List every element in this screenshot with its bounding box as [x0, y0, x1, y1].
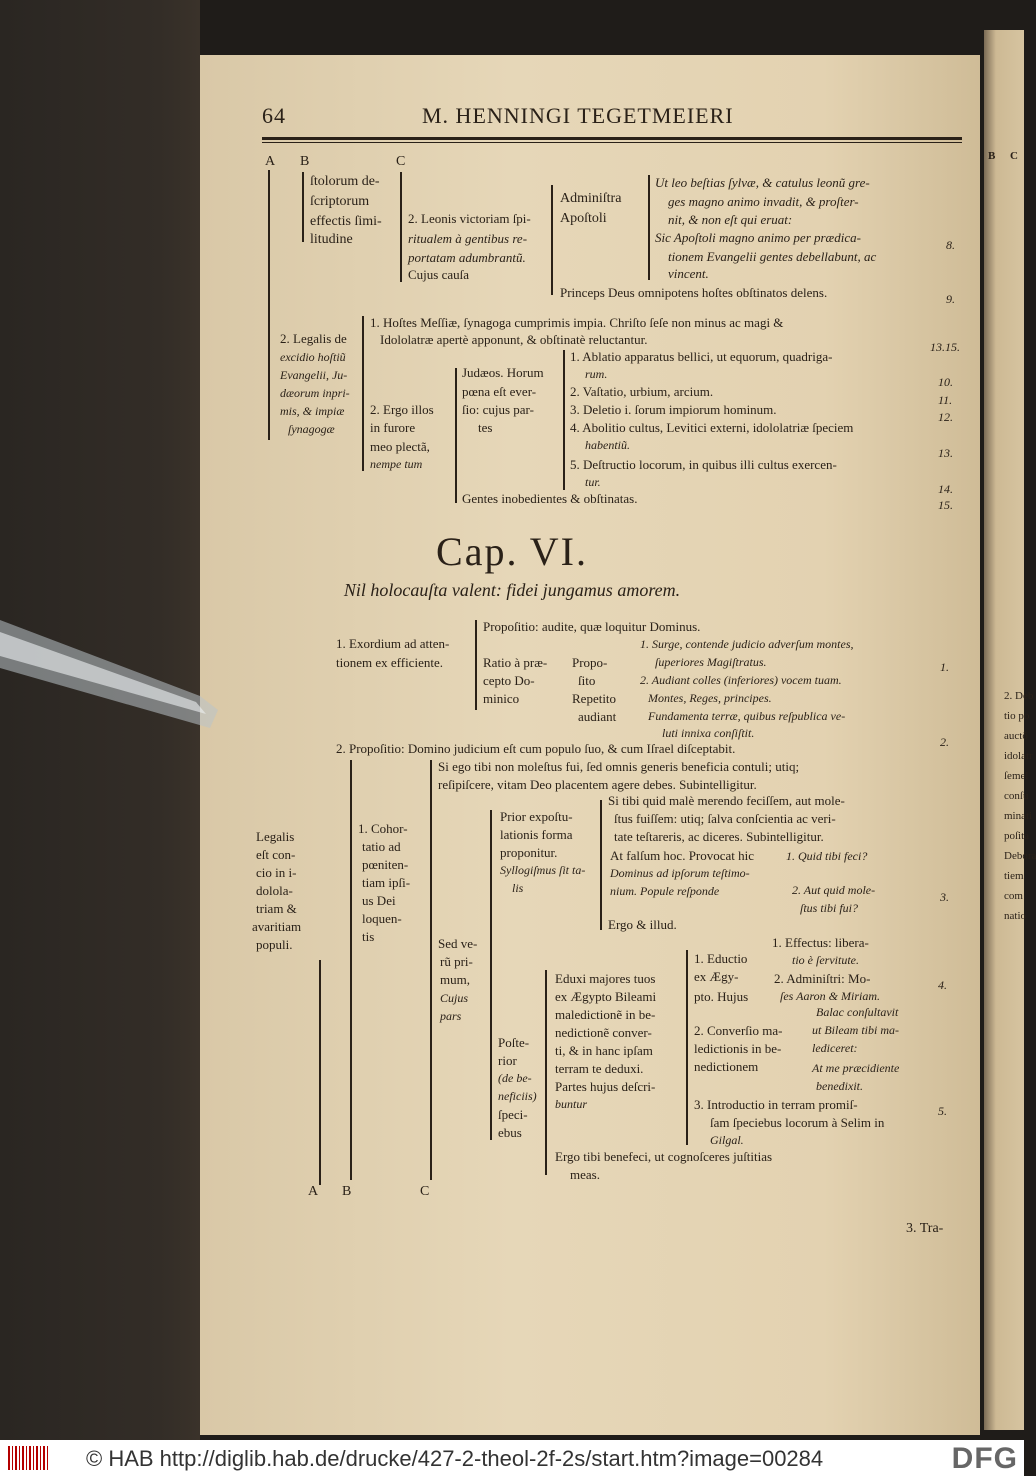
text-line: tionem Evangelii gentes debellabunt, ac — [668, 249, 877, 264]
text-line: tis — [362, 929, 375, 944]
bracket-a — [268, 170, 270, 440]
text-line: 1. Eductio — [694, 951, 748, 966]
text-line: pœna eſt ever- — [462, 384, 537, 399]
text-line: Ut leo beſtias ſylvæ, & catulus leonũ gre- — [655, 175, 870, 190]
text-line: Fundamenta terræ, quibus reſpublica ve- — [648, 709, 846, 723]
text-line: dolola- — [256, 883, 293, 898]
next-margin-line: 2. Deb — [1004, 690, 1034, 702]
text-line: meo plectã, — [370, 439, 430, 454]
text-line: rum. — [585, 367, 608, 381]
footer-bar — [0, 1440, 1024, 1476]
dfg-logo: DFG — [951, 1442, 1018, 1475]
text-line: 2. Converſio ma- — [694, 1023, 783, 1038]
text-line: nempe tum — [370, 457, 423, 471]
text-line: ſito — [578, 673, 596, 688]
text-line: ritualem à gentibus re- — [408, 231, 528, 246]
text-line: avaritiam — [252, 919, 302, 934]
bracket-b-lower — [350, 760, 352, 1180]
text-line: tio è ſervitute. — [792, 953, 859, 967]
text-line: nedictionem — [694, 1059, 759, 1074]
text-line: nedictionẽ conver- — [555, 1025, 652, 1040]
next-margin-line: auctõ — [1004, 730, 1028, 742]
text-line: Cujus — [440, 991, 469, 1005]
text-line: minico — [483, 691, 520, 706]
text-line: populi. — [256, 937, 293, 952]
text-line: dæorum inpri- — [280, 386, 350, 400]
text-line: 4. Abolitio cultus, Levitici externi, idololatriæ ſpeciem — [570, 420, 854, 435]
margin-number: 5. — [938, 1104, 947, 1118]
text-line: triam & — [256, 901, 297, 916]
text-line: eſt con- — [256, 847, 296, 862]
text-line: benedixit. — [816, 1079, 863, 1093]
text-line: ti, & in hanc ipſam — [555, 1043, 653, 1058]
next-margin-line: Debora — [1004, 850, 1036, 862]
text-line: Ergo & illud. — [608, 917, 677, 932]
text-line: tiam ipſi- — [362, 875, 411, 890]
footer-credit[interactable]: © HAB http://diglib.hab.de/drucke/427-2-theol-2f-2s/start.htm?image=00284 — [86, 1446, 824, 1471]
text-line: mis, & impiæ — [280, 404, 345, 418]
scanner-clamp — [0, 610, 240, 740]
text-line: 5. Deſtructio locorum, in quibus illi cultus exercen- — [570, 457, 837, 472]
text-line: tur. — [585, 475, 601, 489]
text-line: ſuperiores Magiſtratus. — [655, 655, 767, 669]
margin-number: 10. — [938, 375, 953, 389]
text-line: Sed ve- — [438, 936, 478, 951]
text-line: cio in i- — [256, 865, 297, 880]
bracket-admin — [551, 185, 553, 295]
text-line: 2. Vaſtatio, urbium, arcium. — [570, 384, 714, 399]
bracket-prior — [490, 810, 492, 1140]
text-line: Gilgal. — [710, 1133, 744, 1147]
text-line: Repetito — [572, 691, 617, 706]
text-line: 1. Hoſtes Meſſiæ, ſynagoga cumprimis impia. Chriſto ſeſe non minus ac magi & — [370, 315, 784, 330]
bracket-eduxi — [545, 970, 547, 1175]
text-line: 2. Leonis victoriam ſpi- — [408, 211, 531, 226]
text-line: tes — [478, 420, 493, 435]
text-line: ex Ægy- — [694, 969, 739, 984]
next-margin-line: poſita — [1004, 830, 1030, 842]
text-line: pars — [440, 1009, 462, 1023]
text-line: litudine — [310, 232, 353, 247]
column-letter-b-bottom: B — [342, 1184, 352, 1199]
text-line: pto. Hujus — [694, 989, 749, 1004]
bracket-exordium — [475, 620, 477, 710]
text-line: us Dei — [362, 893, 396, 908]
text-line: Ratio à præ- — [483, 655, 548, 670]
text-line: neficiis) — [498, 1089, 537, 1103]
text-line: Eduxi majores tuos — [555, 971, 656, 986]
text-line: Judæos. Horum — [462, 365, 544, 380]
text-line: terram te deduxi. — [555, 1061, 644, 1076]
text-line: ut Bileam tibi ma- — [812, 1023, 899, 1037]
margin-number: 3. — [940, 890, 949, 904]
next-page-edge — [984, 30, 1036, 1430]
text-line: ſio: cujus par- — [462, 402, 534, 417]
margin-number: 15. — [938, 498, 953, 512]
text-line: lis — [512, 881, 524, 895]
text-line: effectis ſimi- — [310, 214, 382, 229]
margin-number: 11. — [938, 393, 953, 407]
page-number: 64 — [262, 103, 286, 128]
text-line: ex Ægypto Bileami — [555, 989, 657, 1004]
text-line: ledictionis in be- — [694, 1041, 782, 1056]
bracket-judaeos — [455, 368, 457, 503]
running-title: M. HENNINGI TEGETMEIERI — [422, 103, 734, 128]
text-line: ſcriptorum — [310, 194, 370, 209]
margin-number: 9. — [946, 292, 955, 306]
margin-number: 4. — [938, 978, 947, 992]
text-line: lationis forma — [500, 827, 573, 842]
margin-number: 1. — [940, 660, 949, 674]
text-line: pœniten- — [362, 857, 409, 872]
text-line: in furore — [370, 420, 416, 435]
text-line: tatio ad — [362, 839, 401, 854]
text-line: 2. Ergo illos — [370, 402, 434, 417]
text-line: ſes Aaron & Miriam. — [780, 989, 881, 1003]
next-margin-line: tio po — [1004, 710, 1030, 722]
next-letter-c: C — [1010, 150, 1018, 162]
next-margin-line: idolatr — [1004, 750, 1033, 762]
column-letter-c-bottom: C — [420, 1184, 430, 1199]
text-line: 3. Introductio in terram promiſ- — [694, 1097, 858, 1112]
text-line: Montes, Reges, principes. — [648, 691, 772, 705]
hab-logo-icon — [8, 1446, 48, 1470]
margin-number: 14. — [938, 482, 953, 496]
bracket-simile — [648, 175, 650, 280]
text-line: Balac conſultavit — [816, 1005, 899, 1019]
text-line: Poſte- — [498, 1035, 530, 1050]
text-line: maledictionẽ in be- — [555, 1007, 656, 1022]
text-line: Idololatræ apertè apponunt, & obſtinatè reluctantur. — [380, 332, 648, 347]
bracket-a-lower — [319, 960, 321, 1185]
next-margin-line: conſu — [1004, 790, 1029, 802]
text-line: 1. Ablatio apparatus bellici, ut equorum, quadriga- — [570, 349, 833, 364]
text-line: Legalis — [256, 829, 295, 844]
text-line: tionem ex efficiente. — [336, 655, 443, 670]
text-line: audiant — [578, 709, 617, 724]
text-line: Si ego tibi non moleſtus fui, ſed omnis generis beneficia contuli; utiq; — [438, 759, 800, 774]
margin-number: 13.15. — [930, 340, 960, 354]
bracket-b — [302, 172, 304, 242]
text-line: tate teſtareris, ac diceres. Subintelligitur. — [614, 829, 824, 844]
margin-number: 12. — [938, 410, 953, 424]
text-line: Cujus cauſa — [408, 267, 470, 282]
text-line: 2. Legalis de — [280, 331, 347, 346]
text-line: ſtolorum de- — [310, 174, 380, 189]
chapter-title: Cap. VI. — [436, 529, 588, 574]
text-line: (de be- — [498, 1071, 532, 1085]
text-line: 2. Propoſitio: Domino judicium eſt cum populo ſuo, & cum Iſrael diſceptabit. — [336, 741, 736, 756]
margin-number: 2. — [940, 735, 949, 749]
next-margin-line: com — [1004, 890, 1023, 902]
next-letter-b: B — [988, 150, 996, 162]
text-line: 3. Deletio i. ſorum impiorum hominum. — [570, 402, 777, 417]
text-line: vincent. — [668, 266, 709, 281]
text-line: 2. Audiant colles (inferiores) vocem tuam. — [640, 673, 842, 687]
text-line: rũ pri- — [440, 954, 473, 969]
text-line: At falſum hoc. Provocat hic — [610, 848, 755, 863]
text-line: ſpeci- — [498, 1107, 528, 1122]
bracket-items — [563, 350, 565, 490]
text-line: Princeps Deus omnipotens hoſtes obſtinatos delens. — [560, 285, 828, 300]
text-line: Dominus ad ipſorum teſtimo- — [610, 866, 750, 880]
margin-number: 13. — [938, 446, 953, 460]
next-margin-line: minati — [1004, 810, 1033, 822]
text-line: meas. — [570, 1167, 600, 1182]
text-line: lediceret: — [812, 1041, 858, 1055]
text-line: Partes hujus deſcri- — [555, 1079, 656, 1094]
text-line: cepto Do- — [483, 673, 535, 688]
text-line: nit, & non eſt qui eruat: — [668, 212, 793, 227]
header-rule — [262, 137, 962, 140]
next-margin-line: tiem — [1004, 870, 1024, 882]
column-letter-a: A — [265, 154, 276, 169]
text-line: nium. Popule reſponde — [610, 884, 720, 898]
text-line: 2. Adminiſtri: Mo- — [774, 971, 871, 986]
text-line: Propo- — [572, 655, 608, 670]
text-line: portatam adumbrantũ. — [408, 250, 526, 265]
next-margin-line: ſemel — [1004, 770, 1029, 782]
bracket-si-tibi — [600, 800, 602, 930]
text-line: ſam ſpeciebus locorum à Selim in — [710, 1115, 885, 1130]
text-line: proponitur. — [500, 845, 558, 860]
text-line: reſipiſcere, vitam Deo placentem agere debes. Subintelligitur. — [438, 777, 757, 792]
text-line: rior — [498, 1053, 517, 1068]
text-line: 1. Quid tibi feci? — [786, 849, 868, 863]
text-line: mum, — [440, 972, 470, 987]
text-line: ſtus fuiſſem: utiq; ſalva conſcientia ac veri- — [614, 811, 836, 826]
text-line: Si tibi quid malè merendo feciſſem, aut mole- — [608, 793, 845, 808]
text-line: ges magno animo invadit, & proſter- — [668, 194, 859, 209]
text-line: 1. Surge, contende judicio adverſum montes, — [640, 637, 854, 651]
text-line: Propoſitio: audite, quæ loquitur Dominus. — [483, 619, 701, 634]
text-line: luti innixa conſiſtit. — [662, 726, 755, 740]
text-line: ſynagogæ — [288, 422, 335, 436]
column-letter-c: C — [396, 154, 406, 169]
text-line: At me præcidiente — [812, 1061, 900, 1075]
text-line: ſtus tibi fui? — [800, 901, 859, 915]
bracket-partes — [686, 950, 688, 1145]
bracket-legalis — [362, 316, 364, 471]
bracket-c-lower — [430, 760, 432, 1180]
chapter-motto: Nil holocauſta valent: fidei jungamus amorem. — [343, 580, 681, 600]
column-letter-b: B — [300, 154, 310, 169]
text-line: Sic Apoſtoli magno animo per prædica- — [655, 230, 861, 245]
text-line: ebus — [498, 1125, 522, 1140]
text-line: Gentes inobedientes & obſtinatas. — [462, 491, 638, 506]
text-line: 2. Aut quid mole- — [792, 883, 876, 897]
margin-number: 8. — [946, 238, 955, 252]
next-margin-line: natio — [1004, 910, 1026, 922]
text-line: excidio hoſtiũ — [280, 350, 346, 364]
text-line: Apoſtoli — [560, 211, 607, 226]
text-line: loquen- — [362, 911, 402, 926]
column-letter-a-bottom: A — [308, 1184, 319, 1199]
text-line: Evangelii, Ju- — [280, 368, 348, 382]
header-rule-thin — [262, 142, 962, 143]
text-line: Syllogiſmus ſit ta- — [500, 863, 586, 877]
text-line: 1. Cohor- — [358, 821, 408, 836]
catchword: 3. Tra- — [906, 1221, 944, 1236]
bracket-c — [400, 172, 402, 282]
text-line: buntur — [555, 1097, 588, 1111]
text-line: Prior expoſtu- — [500, 809, 573, 824]
text-line: Ergo tibi benefeci, ut cognoſceres juſtitias — [555, 1149, 773, 1164]
text-line: 1. Effectus: libera- — [772, 935, 869, 950]
text-line: 1. Exordium ad atten- — [336, 636, 450, 651]
text-line: Adminiſtra — [560, 191, 622, 206]
text-line: habentiũ. — [585, 438, 630, 452]
